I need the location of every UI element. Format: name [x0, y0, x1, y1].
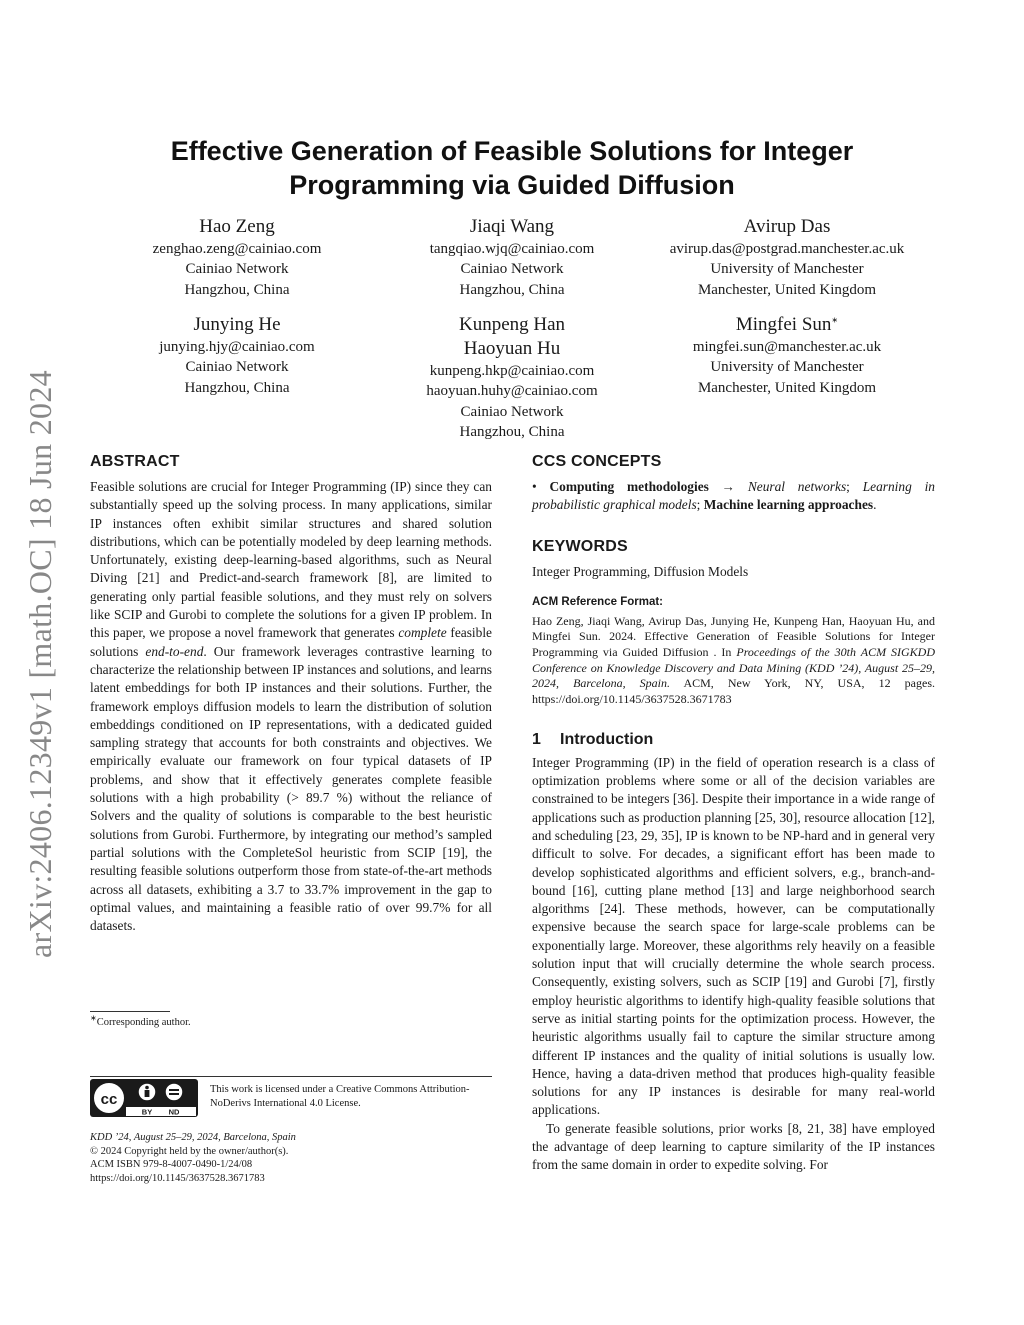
- author-email: mingfei.sun@manchester.ac.uk: [692, 339, 882, 355]
- left-column: [90, 452, 492, 935]
- reference-part: ACM, New York, NY, USA, 12 pages. https://doi.org/10.1145/3637528.3671783: [532, 676, 936, 707]
- author-block: [652, 215, 922, 300]
- right-column: [532, 452, 935, 1175]
- author-email: haoyuan.huhy@cainiao.com: [426, 383, 598, 400]
- acm-reference-text: [532, 614, 935, 708]
- author-name: Mingfei Sun: [735, 314, 832, 335]
- ccs-end: .: [873, 497, 877, 513]
- footnote-rule: [90, 1011, 170, 1012]
- footnote-mark: ∗: [90, 1013, 97, 1023]
- keywords-heading: KEYWORDS: [532, 537, 628, 555]
- author-block: [402, 215, 622, 300]
- intro-paragraph: Integer Programming (IP) in the field of operation research is a class of optimization problems where some or all of the decision variables are constrained to be integers [36]. Despite their importance in a wide range of applications such as production planning [25, 30], resource allocation [12], and scheduling [23, 29, 35], IP is known to be NP-hard and in general very difficult to solve. For decades, a significant effort has been made to develop sophisticated algorithms and efficient solvers, e.g., branch-and-bound [16], cutting plane method [13] and large neighborhood search algorithms [24]. These methods, however, can be computationally expensive because the search space for large-scale problems can be exponentially large. Moreover, these algorithms rely heavily on a feasible solution input that will crucially determine the whole search process. Consequently, existing solvers, such as SCIP [19] and Gurobi [7], firstly employ heuristic algorithms to identify high-quality feasible solutions that serve as initial starting points for the optimization process. However, the heuristic algorithms usually fail to capture the similar structure among different IP instances and the quality of initial solutions is usually low. Hence, having a data-driven method that produces high-quality feasible solutions for any IP instances is desirable for many real-world applications.: [532, 754, 935, 1118]
- badge-label-strip: [126, 1107, 196, 1116]
- acm-reference: [532, 595, 935, 708]
- badge-by-label: BY: [141, 1107, 153, 1117]
- cc-by-nd-badge: [90, 1079, 198, 1117]
- footnote-text: Corresponding author.: [96, 1017, 191, 1028]
- author-name: Hao Zeng: [199, 216, 275, 237]
- author-affiliation: Cainiao Network: [460, 403, 564, 420]
- abstract-heading: ABSTRACT: [90, 453, 180, 470]
- title-line-1: Effective Generation of Feasible Solutions for Integer: [170, 136, 854, 166]
- attribution-icon-body: [145, 1090, 150, 1097]
- ccs-concept: Neural networks: [747, 479, 847, 494]
- author-name: Jiaqi Wang: [469, 216, 555, 237]
- intro-paragraph: To generate feasible solutions, prior works [8, 21, 38] have employed the advantage of deep learning to capture similarity of the IP instances from the same domain in order to expedite solving. For: [532, 1120, 935, 1173]
- author-name: Haoyuan Hu: [463, 338, 561, 359]
- doi-link[interactable]: https://doi.org/10.1145/3637528.3671783: [90, 1172, 265, 1184]
- author-block: [132, 215, 342, 300]
- section-heading-introduction: [532, 730, 935, 750]
- ccs-separator: ;: [696, 497, 704, 513]
- author-location: Hangzhou, China: [459, 424, 565, 441]
- abstract-emphasis: end-to-end: [145, 643, 204, 659]
- author-block: [132, 313, 342, 398]
- author-email: zenghao.zeng@cainiao.com: [152, 241, 322, 257]
- ccs-concept: Machine learning approaches: [703, 497, 874, 513]
- ccs-separator: ;: [846, 479, 863, 494]
- copyright-line: © 2024 Copyright held by the owner/author(s).: [90, 1145, 289, 1157]
- author-name-line: [652, 313, 922, 337]
- author-block: [402, 313, 622, 443]
- author-location: Manchester, United Kingdom: [697, 281, 877, 298]
- author-email: avirup.das@postgrad.manchester.ac.uk: [669, 241, 905, 257]
- author-location: Manchester, United Kingdom: [697, 379, 877, 396]
- author-location: Hangzhou, China: [184, 281, 290, 298]
- venue-line: KDD ’24, August 25–29, 2024, Barcelona, Spain: [90, 1132, 296, 1143]
- badge-nd-label: ND: [168, 1107, 180, 1117]
- acm-reference-heading: ACM Reference Format:: [532, 595, 663, 608]
- attribution-icon-head: [145, 1086, 149, 1090]
- paper-title: [140, 134, 884, 202]
- author-affiliation: University of Manchester: [710, 261, 864, 278]
- author-affiliation: University of Manchester: [710, 359, 864, 376]
- author-block: [652, 313, 922, 398]
- license-rule: [90, 1076, 492, 1077]
- reference-proceedings: Proceedings of the 30th ACM SIGKDD Conference on Knowledge Discovery and Data Mining (KDD ’24), August 25–29, 2024, Barcelona, Spain.: [532, 645, 935, 691]
- ccs-bullet: •: [532, 479, 537, 494]
- publication-info: [90, 1131, 492, 1185]
- ccs-concepts: [532, 478, 935, 515]
- no-derivatives-icon: [165, 1083, 183, 1101]
- author-name: Avirup Das: [743, 216, 831, 237]
- abstract-text-part: Feasible solutions are crucial for Integer Programming (IP) since they can substantially speed up the solving process. In many applications, similar IP instances often exhibit similar structures and shared solution distributions, which can be potentially modeled by deep learning methods. Unfortunately, existing deep-learning-based algorithms, such as Neural Diving [21] and Predict-and-search framework [8], are limited to generating only partial feasible solutions, and they must rely on solvers like SCIP and Gurobi to complete the solutions for a given IP problem. In this paper, we propose a novel framework that generates: [90, 479, 492, 641]
- author-affiliation: Cainiao Network: [460, 261, 564, 278]
- ccs-heading: CCS CONCEPTS: [532, 453, 662, 470]
- footnote: [90, 1013, 191, 1030]
- ccs-concept: Learning in probabilistic graphical models: [532, 479, 935, 513]
- abstract-emphasis: complete: [398, 625, 447, 641]
- author-name: Junying He: [193, 314, 281, 335]
- author-location: Hangzhou, China: [459, 281, 565, 298]
- section-title: Introduction: [560, 730, 654, 748]
- section-number: 1: [532, 730, 541, 748]
- arxiv-stamp: arXiv:2406.12349v1 [math.OC] 18 Jun 2024: [22, 370, 58, 958]
- reference-part: Hao Zeng, Jiaqi Wang, Avirup Das, Junying He, Kunpeng Han, Haoyuan Hu, and Mingfei Sun. 2024. Effective Generation of Feasible Solutions for Integer Programming via Guided Diffusion . In: [532, 613, 935, 659]
- license-text: This work is licensed under a Creative Commons Attribution-NoDerivs International 4.0 License.: [210, 1084, 470, 1109]
- author-email: tangqiao.wjq@cainiao.com: [429, 241, 595, 257]
- abstract-text-part: feasible solutions: [90, 625, 492, 659]
- title-line-2: Programming via Guided Diffusion: [289, 170, 735, 200]
- author-location: Hangzhou, China: [184, 379, 290, 396]
- author-email: junying.hjy@cainiao.com: [159, 339, 315, 355]
- keywords-text: Integer Programming, Diffusion Models: [532, 563, 749, 579]
- isbn-line: ACM ISBN 979-8-4007-0490-1/24/08: [90, 1159, 253, 1171]
- ccs-arrow: →: [708, 479, 748, 494]
- author-affiliation: Cainiao Network: [185, 261, 289, 278]
- nd-icon-bar: [169, 1093, 179, 1095]
- author-email: kunpeng.hkp@cainiao.com: [429, 363, 595, 379]
- corresponding-mark: ∗: [831, 315, 839, 325]
- abstract-text: [90, 478, 492, 935]
- nd-icon-bar: [169, 1089, 179, 1091]
- ccs-concept: Computing methodologies: [549, 479, 709, 494]
- author-name: Kunpeng Han: [458, 314, 566, 335]
- author-affiliation: Cainiao Network: [185, 359, 289, 376]
- cc-icon-text: cc: [100, 1091, 118, 1108]
- abstract-text-part: . Our framework leverages contrastive learning to characterize the relationship between IP instances and solutions, and learns latent embeddings for both IP instances and their solutions. Further, the framework employs diffusion models to learn the distribution of solution embeddings conditioned on IP representations, with a dedicated guided sampling strategy that accounts for both constraints and objectives. We empirically evaluate our framework on four typical datasets of IP problems, and show that it effectively generates complete feasible solutions with a high probability (> 89.7 %) without the reliance of Solvers and the quality of solutions is comparable to the best heuristic solutions from Gurobi. Furthermore, by integrating our method’s sampled partial solutions with the CompleteSol heuristic from SCIP [19], the resulting feasible solutions outperform those from state-of-the-art methods across all datasets, exhibiting a 3.7 to 33.7% improvement in the gap to optimal values, and maintaining a feasible ratio of over 99.7% for all datasets.: [90, 643, 493, 934]
